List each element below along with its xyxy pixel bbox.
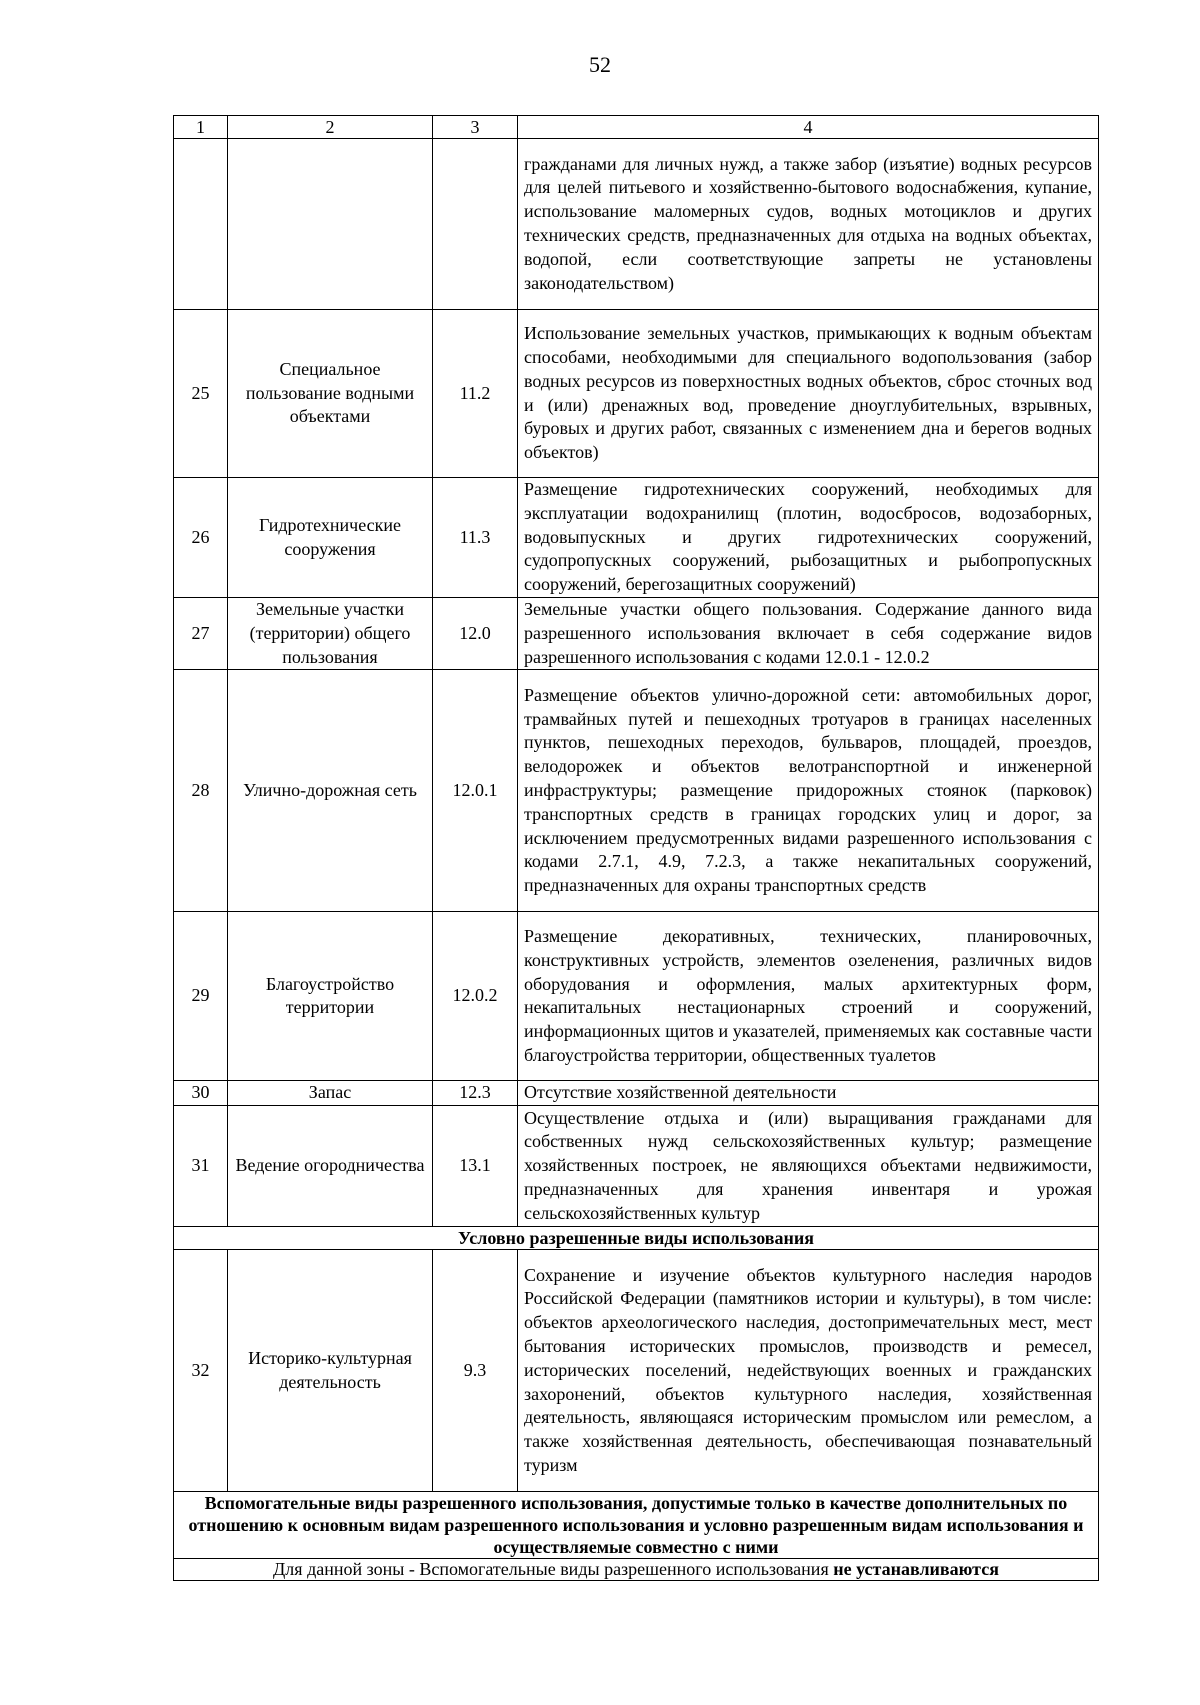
use-type-description: Земельные участки общего пользования. Содержание данного вида разрешенного использования включает в себя содержание видов разрешенного использования с кодами 12.0.1 - 12.0.2 (518, 598, 1099, 670)
page-number: 52 (589, 52, 611, 77)
row-number: 28 (174, 670, 228, 912)
row-number: 26 (174, 478, 228, 598)
auxiliary-note-text: Для данной зоны - Вспомогательные виды разрешенного использования (273, 1559, 834, 1580)
table-row-continued (174, 139, 1099, 310)
header-cell-4: 4 (518, 116, 1099, 139)
use-type-name: Земельные участки (территории) общего пользования (228, 598, 433, 670)
header-cell-3: 3 (433, 116, 518, 139)
table-header-row (174, 116, 1099, 139)
header-cell-2: 2 (228, 116, 433, 139)
use-type-code: 11.2 (433, 310, 518, 478)
row-number: 30 (174, 1081, 228, 1106)
use-type-description: Размещение декоративных, технических, планировочных, конструктивных устройств, элементов озеленения, различных видов оборудования и оформления, малых архитектурных форм, некапитальных нестационарных строений и сооружений, информационных щитов и указателей, применяемых как составные части благоустройства территории, общественных туалетов (518, 912, 1099, 1081)
conditional-uses-heading: Условно разрешенные виды использования (174, 1227, 1099, 1250)
auxiliary-note-row (174, 1559, 1099, 1581)
auxiliary-note-emphasis: не устанавливаются (833, 1559, 999, 1580)
table-row (174, 912, 1099, 1081)
table-row (174, 310, 1099, 478)
table-row (174, 1106, 1099, 1227)
table-row (174, 670, 1099, 912)
continued-description: гражданами для личных нужд, а также забор (изъятие) водных ресурсов для целей питьевого и хозяйственно-бытового водоснабжения, купание, использование маломерных судов, водных мотоциклов и других технических средств, предназначенных для отдыха на водных объектах, водопой, если соответствующие запреты не установлены законодательством) (518, 139, 1099, 310)
use-type-description: Сохранение и изучение объектов культурного наследия народов Российской Федерации (памятников истории и культуры), в том числе: объектов археологического наследия, достопримечательных мест, мест бытования исторических промыслов, производств и ремесел, исторических поселений, недействующих военных и гражданских захоронений, объектов культурного наследия, хозяйственная деятельность, являющаяся историческим промыслом или ремеслом, а также хозяйственная деятельность, обеспечивающая познавательный туризм (518, 1250, 1099, 1492)
row-number: 31 (174, 1106, 228, 1227)
use-type-code: 12.0 (433, 598, 518, 670)
use-type-code: 12.0.2 (433, 912, 518, 1081)
use-type-name: Улично-дорожная сеть (228, 670, 433, 912)
use-type-name: Ведение огородничества (228, 1106, 433, 1227)
use-type-description: Осуществление отдыха и (или) выращивания гражданами для собственных нужд сельскохозяйственных культур; размещение хозяйственных построек, не являющихся объектами недвижимости, предназначенных для хранения инвентаря и урожая сельскохозяйственных культур (518, 1106, 1099, 1227)
use-type-code: 13.1 (433, 1106, 518, 1227)
table-row (174, 1081, 1099, 1106)
row-number: 29 (174, 912, 228, 1081)
use-type-code: 12.3 (433, 1081, 518, 1106)
row-number: 25 (174, 310, 228, 478)
table-row (174, 598, 1099, 670)
use-type-description: Размещение гидротехнических сооружений, необходимых для эксплуатации водохранилищ (плотин, водосбросов, водозаборных, водовыпускных и других гидротехнических сооружений, судопропускных сооружений, рыбозащитных и рыбопропускных сооружений, берегозащитных сооружений) (518, 478, 1099, 598)
use-type-name: Историко-культурная деятельность (228, 1250, 433, 1492)
table-row (174, 1250, 1099, 1492)
use-type-name: Запас (228, 1081, 433, 1106)
use-type-description: Отсутствие хозяйственной деятельности (518, 1081, 1099, 1106)
use-type-name: Специальное пользование водными объектами (228, 310, 433, 478)
auxiliary-uses-note (174, 1559, 1099, 1581)
use-type-name: Благоустройство территории (228, 912, 433, 1081)
use-type-description: Использование земельных участков, примыкающих к водным объектам способами, необходимыми для специального водопользования (забор водных ресурсов из поверхностных водных объектов, сброс сточных вод и (или) дренажных вод, проведение дноуглубительных, взрывных, буровых и других работ, связанных с изменением дна и берегов водных объектов) (518, 310, 1099, 478)
row-number: 27 (174, 598, 228, 670)
header-cell-1: 1 (174, 116, 228, 139)
row-number: 32 (174, 1250, 228, 1492)
use-type-description: Размещение объектов улично-дорожной сети: автомобильных дорог, трамвайных путей и пешеходных тротуаров в границах населенных пунктов, пешеходных переходов, бульваров, площадей, проездов, велодорожек и объектов велотранспортной и инженерной инфраструктуры; размещение придорожных стоянок (парковок) транспортных средств в границах городских улиц и дорог, за исключением предусмотренных видами разрешенного использования с кодами 2.7.1, 4.9, 7.2.3, а также некапитальных сооружений, предназначенных для охраны транспортных средств (518, 670, 1099, 912)
section-heading-row (174, 1492, 1099, 1559)
use-type-code: 12.0.1 (433, 670, 518, 912)
use-type-code: 11.3 (433, 478, 518, 598)
section-heading-row (174, 1227, 1099, 1250)
use-type-name: Гидротехнические сооружения (228, 478, 433, 598)
land-use-table (173, 115, 1099, 1581)
auxiliary-uses-heading: Вспомогательные виды разрешенного использования, допустимые только в качестве дополнительных по отношению к основным видам разрешенного использования и условно разрешенным видам использования и осуществляемые совместно с ними (174, 1492, 1099, 1559)
use-type-code: 9.3 (433, 1250, 518, 1492)
table-row (174, 478, 1099, 598)
